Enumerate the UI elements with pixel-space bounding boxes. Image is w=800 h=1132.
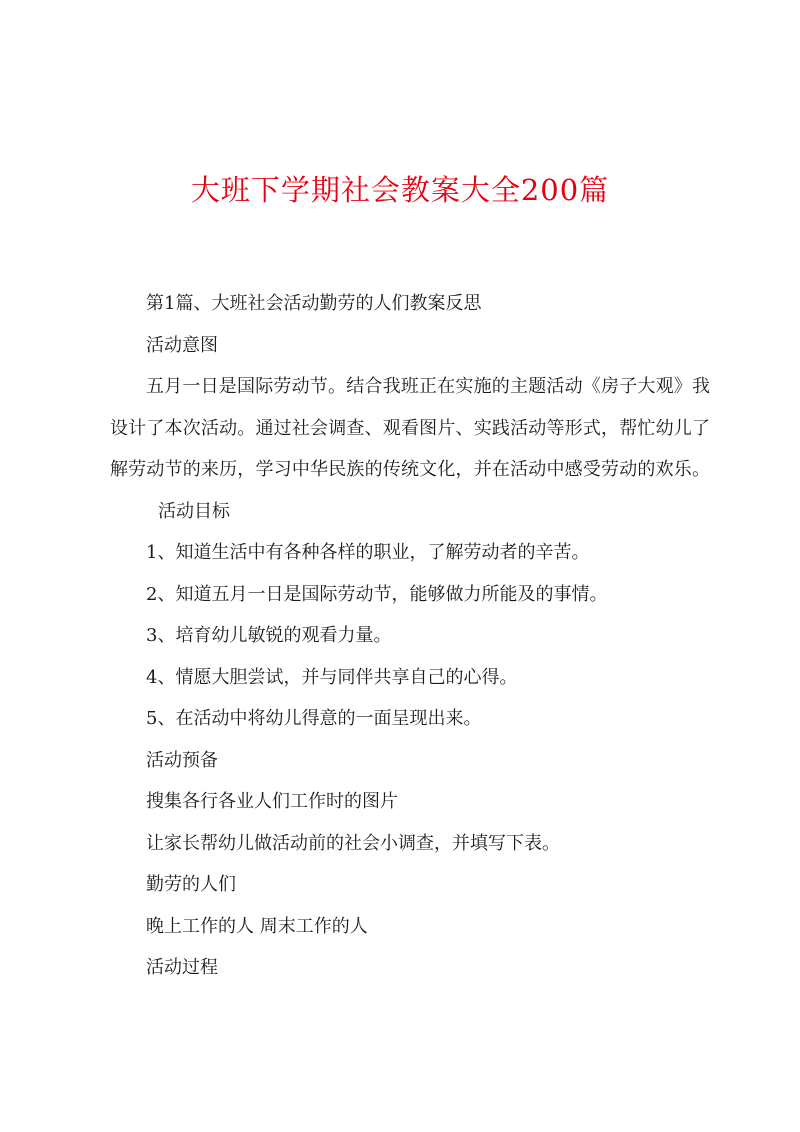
chapter-heading: 第1篇、大班社会活动勤劳的人们教案反思 — [146, 293, 482, 314]
goal-item-4: 4、情愿大胆尝试，并与同伴共享自己的心得。 — [146, 666, 518, 688]
section-heading-goals: 活动目标 — [158, 500, 230, 522]
document-title: 大班下学期社会教案大全200篇 — [190, 173, 610, 207]
intent-paragraph-text: 五月一日是国际劳动节。结合我班正在实施的主题活动《房子大观》我设计了本次活动。通过社会调查、观看图片、实践活动等形式，帮忙幼儿了解劳动节的来历，学习中华民族的传统文化，并在活动中感受劳动的欢乐。 — [110, 376, 710, 480]
section-heading-preparation: 活动预备 — [146, 749, 218, 771]
section-heading-intent: 活动意图 — [146, 334, 218, 356]
goal-item-5: 5、在活动中将幼儿得意的一面呈现出来。 — [146, 708, 482, 729]
goal-item-1: 1、知道生活中有各种各样的职业，了解劳动者的辛苦。 — [146, 542, 590, 563]
intent-paragraph — [110, 366, 710, 532]
goal-item-3: 3、培育幼儿敏锐的观看力量。 — [146, 625, 392, 646]
document-body — [110, 283, 710, 989]
table-headers: 晚上工作的人 周末工作的人 — [146, 915, 368, 937]
goal-item-2: 2、知道五月一日是国际劳动节，能够做力所能及的事情。 — [146, 583, 608, 605]
preparation-item-2: 让家长帮幼儿做活动前的社会小调查，并填写下表。 — [146, 832, 560, 854]
section-heading-process: 活动过程 — [146, 957, 218, 978]
preparation-item-1: 搜集各行各业人们工作时的图片 — [146, 791, 398, 812]
table-title: 勤劳的人们 — [146, 874, 236, 895]
